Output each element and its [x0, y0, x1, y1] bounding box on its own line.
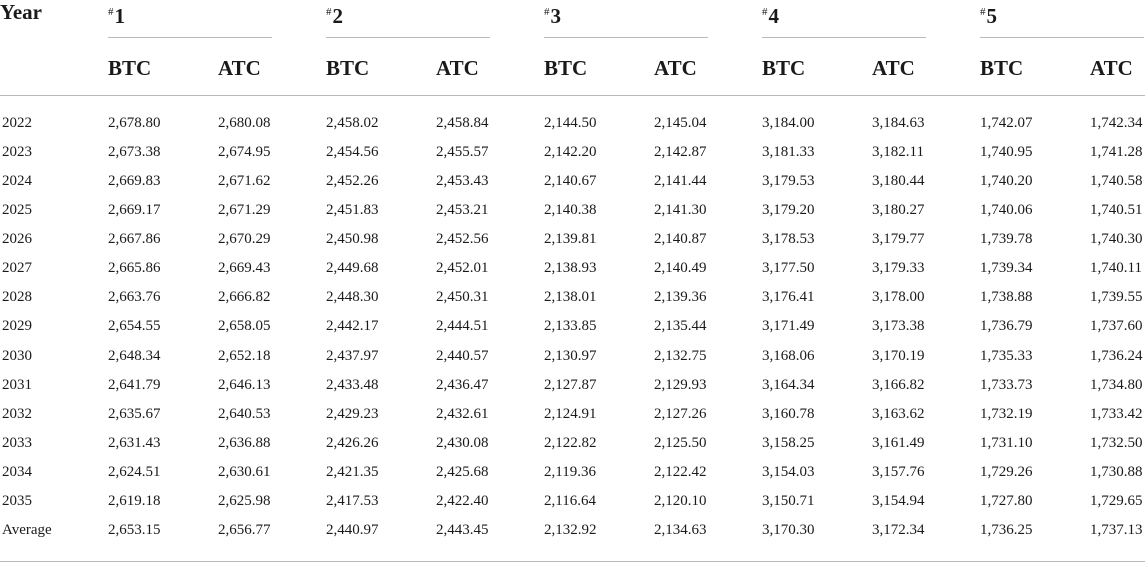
- btc-value-cell: 2,663.76: [108, 289, 161, 306]
- btc-value-cell: 1,727.80: [980, 492, 1033, 509]
- btc-value-cell: 1,736.79: [980, 318, 1033, 335]
- btc-value-cell: 2,140.67: [544, 173, 597, 190]
- group-header-mark: #: [108, 6, 114, 18]
- group-header-3: [544, 0, 561, 28]
- atc-value-cell: 3,180.44: [872, 173, 925, 190]
- btc-value-cell: 3,150.71: [762, 492, 815, 509]
- atc-value-cell: 3,157.76: [872, 463, 925, 480]
- btc-value-cell: 3,179.20: [762, 202, 815, 219]
- table-row: [0, 113, 1145, 142]
- btc-value-cell: 1,739.78: [980, 231, 1033, 248]
- atc-value-cell: 2,436.47: [436, 376, 489, 393]
- atc-value-cell: 2,129.93: [654, 376, 707, 393]
- group-header-mark: #: [980, 6, 986, 18]
- btc-value-cell: 2,133.85: [544, 318, 597, 335]
- year-cell: 2028: [2, 289, 32, 306]
- group-header-mark: #: [762, 6, 768, 18]
- atc-value-cell: 2,670.29: [218, 231, 271, 248]
- table-row: [0, 200, 1145, 229]
- btc-value-cell: 2,653.15: [108, 521, 161, 538]
- btc-value-cell: 2,631.43: [108, 434, 161, 451]
- atc-value-cell: 2,625.98: [218, 492, 271, 509]
- btc-value-cell: 2,417.53: [326, 492, 379, 509]
- atc-value-cell: 2,452.01: [436, 260, 489, 277]
- btc-value-cell: 1,733.73: [980, 376, 1033, 393]
- group-header-mark: #: [326, 6, 332, 18]
- btc-value-cell: 2,669.17: [108, 202, 161, 219]
- btc-value-cell: 3,176.41: [762, 289, 815, 306]
- group-header-rule: [762, 37, 926, 38]
- btc-value-cell: 2,648.34: [108, 347, 161, 364]
- atc-value-cell: 2,671.62: [218, 173, 271, 190]
- btc-value-cell: 2,119.36: [544, 463, 596, 480]
- atc-value-cell: 1,733.42: [1090, 405, 1143, 422]
- table-row: [0, 258, 1145, 287]
- year-cell: 2027: [2, 260, 32, 277]
- atc-value-cell: 1,736.24: [1090, 347, 1143, 364]
- group-header-mark: #: [544, 6, 550, 18]
- btc-value-cell: 2,669.83: [108, 173, 161, 190]
- atc-value-cell: 3,179.33: [872, 260, 925, 277]
- atc-value-cell: 3,179.77: [872, 231, 925, 248]
- atc-value-cell: 3,161.49: [872, 434, 925, 451]
- atc-value-cell: 2,125.50: [654, 434, 707, 451]
- btc-value-cell: 2,421.35: [326, 463, 379, 480]
- btc-column-header: BTC: [326, 56, 370, 80]
- atc-value-cell: 2,444.51: [436, 318, 489, 335]
- btc-value-cell: 2,429.23: [326, 405, 379, 422]
- atc-value-cell: 3,154.94: [872, 492, 925, 509]
- btc-value-cell: 1,740.20: [980, 173, 1033, 190]
- group-header-4: [762, 0, 779, 28]
- group-header-rule: [108, 37, 272, 38]
- group-header-1: [108, 0, 125, 28]
- btc-value-cell: 1,740.95: [980, 144, 1033, 161]
- atc-value-cell: 2,674.95: [218, 144, 271, 161]
- atc-value-cell: 2,134.63: [654, 521, 707, 538]
- table-row: [0, 171, 1145, 200]
- btc-value-cell: 3,178.53: [762, 231, 815, 248]
- atc-value-cell: 2,132.75: [654, 347, 707, 364]
- btc-value-cell: 2,665.86: [108, 260, 161, 277]
- atc-value-cell: 2,135.44: [654, 318, 707, 335]
- btc-value-cell: 2,116.64: [544, 492, 596, 509]
- atc-value-cell: 2,656.77: [218, 521, 271, 538]
- atc-value-cell: 2,453.21: [436, 202, 489, 219]
- btc-value-cell: 2,450.98: [326, 231, 379, 248]
- btc-value-cell: 3,154.03: [762, 463, 815, 480]
- btc-value-cell: 1,736.25: [980, 521, 1033, 538]
- group-header-rule: [544, 37, 708, 38]
- btc-value-cell: 3,181.33: [762, 144, 815, 161]
- atc-value-cell: 1,739.55: [1090, 289, 1143, 306]
- btc-column-header: BTC: [762, 56, 806, 80]
- atc-value-cell: 2,145.04: [654, 115, 707, 131]
- btc-value-cell: 2,673.38: [108, 144, 161, 161]
- atc-value-cell: 1,742.34: [1090, 115, 1143, 131]
- btc-value-cell: 1,729.26: [980, 463, 1033, 480]
- btc-value-cell: 1,742.07: [980, 115, 1033, 131]
- btc-value-cell: 2,122.82: [544, 434, 597, 451]
- year-cell: 2024: [2, 173, 32, 190]
- atc-value-cell: 3,184.63: [872, 115, 925, 131]
- btc-value-cell: 3,177.50: [762, 260, 815, 277]
- btc-value-cell: 2,619.18: [108, 492, 161, 509]
- atc-value-cell: 1,741.28: [1090, 144, 1143, 161]
- table-bottom-divider: [0, 561, 1145, 562]
- table-row: [0, 375, 1145, 404]
- group-header-number: 3: [550, 4, 561, 28]
- table-row: [0, 346, 1145, 375]
- atc-value-cell: 2,671.29: [218, 202, 271, 219]
- btc-value-cell: 3,158.25: [762, 434, 815, 451]
- btc-value-cell: 2,132.92: [544, 521, 597, 538]
- btc-value-cell: 2,437.97: [326, 347, 379, 364]
- btc-value-cell: 2,654.55: [108, 318, 161, 335]
- group-header-number: 4: [768, 4, 779, 28]
- year-cell: Average: [2, 521, 52, 538]
- table-row: [0, 142, 1145, 171]
- atc-value-cell: 2,142.87: [654, 144, 707, 161]
- atc-value-cell: 1,734.80: [1090, 376, 1143, 393]
- atc-value-cell: 2,422.40: [436, 492, 489, 509]
- btc-value-cell: 2,667.86: [108, 231, 161, 248]
- atc-value-cell: 2,127.26: [654, 405, 707, 422]
- atc-value-cell: 2,646.13: [218, 376, 271, 393]
- btc-value-cell: 2,144.50: [544, 115, 597, 131]
- atc-column-header: ATC: [218, 56, 261, 80]
- year-cell: 2022: [2, 115, 32, 131]
- table-row: [0, 433, 1145, 462]
- btc-value-cell: 2,458.02: [326, 115, 379, 131]
- year-cell: 2034: [2, 463, 32, 480]
- btc-value-cell: 2,138.93: [544, 260, 597, 277]
- btc-value-cell: 2,440.97: [326, 521, 379, 538]
- btc-value-cell: 2,442.17: [326, 318, 379, 335]
- atc-value-cell: 2,430.08: [436, 434, 489, 451]
- btc-column-header: BTC: [108, 56, 152, 80]
- atc-value-cell: 2,666.82: [218, 289, 271, 306]
- year-cell: 2029: [2, 318, 32, 335]
- btc-column-header: BTC: [980, 56, 1024, 80]
- btc-value-cell: 2,142.20: [544, 144, 597, 161]
- atc-value-cell: 2,140.87: [654, 231, 707, 248]
- table-row: [0, 229, 1145, 258]
- atc-value-cell: 2,453.43: [436, 173, 489, 190]
- atc-value-cell: 3,166.82: [872, 376, 925, 393]
- year-cell: 2030: [2, 347, 32, 364]
- btc-column-header: BTC: [544, 56, 588, 80]
- btc-value-cell: 2,635.67: [108, 405, 161, 422]
- year-cell: 2032: [2, 405, 32, 422]
- header-divider: [0, 95, 1145, 96]
- atc-value-cell: 1,730.88: [1090, 463, 1143, 480]
- atc-value-cell: 2,139.36: [654, 289, 707, 306]
- atc-value-cell: 1,740.51: [1090, 202, 1143, 219]
- btc-value-cell: 2,678.80: [108, 115, 161, 131]
- table-row: [0, 316, 1145, 345]
- atc-column-header: ATC: [654, 56, 697, 80]
- atc-value-cell: 3,178.00: [872, 289, 925, 306]
- atc-value-cell: 2,636.88: [218, 434, 271, 451]
- atc-value-cell: 1,732.50: [1090, 434, 1143, 451]
- table-row: [0, 287, 1145, 316]
- table-row: [0, 462, 1145, 491]
- atc-column-header: ATC: [1090, 56, 1133, 80]
- year-cell: 2035: [2, 492, 32, 509]
- atc-value-cell: 2,630.61: [218, 463, 271, 480]
- btc-value-cell: 2,127.87: [544, 376, 597, 393]
- btc-value-cell: 2,433.48: [326, 376, 379, 393]
- atc-value-cell: 2,450.31: [436, 289, 489, 306]
- group-header-rule: [326, 37, 490, 38]
- btc-value-cell: 1,740.06: [980, 202, 1033, 219]
- atc-value-cell: 1,737.60: [1090, 318, 1143, 335]
- year-cell: 2026: [2, 231, 32, 248]
- btc-value-cell: 3,179.53: [762, 173, 815, 190]
- atc-value-cell: 1,740.58: [1090, 173, 1143, 190]
- btc-value-cell: 3,164.34: [762, 376, 815, 393]
- atc-value-cell: 1,740.30: [1090, 231, 1143, 248]
- btc-value-cell: 1,738.88: [980, 289, 1033, 306]
- atc-value-cell: 2,669.43: [218, 260, 271, 277]
- atc-value-cell: 3,170.19: [872, 347, 925, 364]
- btc-value-cell: 1,735.33: [980, 347, 1033, 364]
- btc-value-cell: 2,130.97: [544, 347, 597, 364]
- btc-value-cell: 2,452.26: [326, 173, 379, 190]
- atc-value-cell: 3,163.62: [872, 405, 925, 422]
- atc-value-cell: 2,122.42: [654, 463, 707, 480]
- btc-value-cell: 1,739.34: [980, 260, 1033, 277]
- btc-value-cell: 2,449.68: [326, 260, 379, 277]
- group-header-rule: [980, 37, 1144, 38]
- btc-value-cell: 2,641.79: [108, 376, 161, 393]
- atc-value-cell: 2,440.57: [436, 347, 489, 364]
- btc-value-cell: 2,140.38: [544, 202, 597, 219]
- atc-value-cell: 2,452.56: [436, 231, 489, 248]
- atc-value-cell: 2,120.10: [654, 492, 707, 509]
- atc-value-cell: 2,141.30: [654, 202, 707, 219]
- atc-value-cell: 3,180.27: [872, 202, 925, 219]
- atc-value-cell: 3,173.38: [872, 318, 925, 335]
- atc-value-cell: 3,182.11: [872, 144, 924, 161]
- atc-value-cell: 2,458.84: [436, 115, 489, 131]
- btc-value-cell: 2,138.01: [544, 289, 597, 306]
- atc-value-cell: 2,652.18: [218, 347, 271, 364]
- btc-value-cell: 1,731.10: [980, 434, 1033, 451]
- group-header-5: [980, 0, 997, 28]
- year-column-header: Year: [0, 0, 42, 24]
- btc-value-cell: 2,451.83: [326, 202, 379, 219]
- atc-value-cell: 2,443.45: [436, 521, 489, 538]
- atc-value-cell: 2,455.57: [436, 144, 489, 161]
- btc-value-cell: 2,139.81: [544, 231, 597, 248]
- btc-value-cell: 1,732.19: [980, 405, 1033, 422]
- group-header-number: 2: [332, 4, 343, 28]
- atc-column-header: ATC: [436, 56, 479, 80]
- btc-value-cell: 3,168.06: [762, 347, 815, 364]
- group-header-number: 5: [986, 4, 997, 28]
- btc-value-cell: 2,426.26: [326, 434, 379, 451]
- year-cell: 2033: [2, 434, 32, 451]
- year-cell: 2023: [2, 144, 32, 161]
- atc-value-cell: 1,729.65: [1090, 492, 1143, 509]
- atc-value-cell: 3,172.34: [872, 521, 925, 538]
- btc-value-cell: 3,160.78: [762, 405, 815, 422]
- atc-value-cell: 2,425.68: [436, 463, 489, 480]
- atc-value-cell: 2,658.05: [218, 318, 271, 335]
- atc-value-cell: 2,141.44: [654, 173, 707, 190]
- atc-column-header: ATC: [872, 56, 915, 80]
- table-row: [0, 520, 1145, 549]
- year-cell: 2031: [2, 376, 32, 393]
- atc-value-cell: 2,680.08: [218, 115, 271, 131]
- atc-value-cell: 1,740.11: [1090, 260, 1142, 277]
- atc-value-cell: 2,640.53: [218, 405, 271, 422]
- table-row: [0, 404, 1145, 433]
- table-row: [0, 491, 1145, 520]
- atc-value-cell: 2,432.61: [436, 405, 489, 422]
- atc-value-cell: 2,140.49: [654, 260, 707, 277]
- btc-value-cell: 2,448.30: [326, 289, 379, 306]
- btc-value-cell: 2,624.51: [108, 463, 161, 480]
- btc-value-cell: 3,171.49: [762, 318, 815, 335]
- year-cell: 2025: [2, 202, 32, 219]
- btc-value-cell: 3,170.30: [762, 521, 815, 538]
- group-header-2: [326, 0, 343, 28]
- btc-value-cell: 2,454.56: [326, 144, 379, 161]
- btc-value-cell: 2,124.91: [544, 405, 597, 422]
- atc-value-cell: 1,737.13: [1090, 521, 1143, 538]
- btc-value-cell: 3,184.00: [762, 115, 815, 131]
- group-header-number: 1: [114, 4, 125, 28]
